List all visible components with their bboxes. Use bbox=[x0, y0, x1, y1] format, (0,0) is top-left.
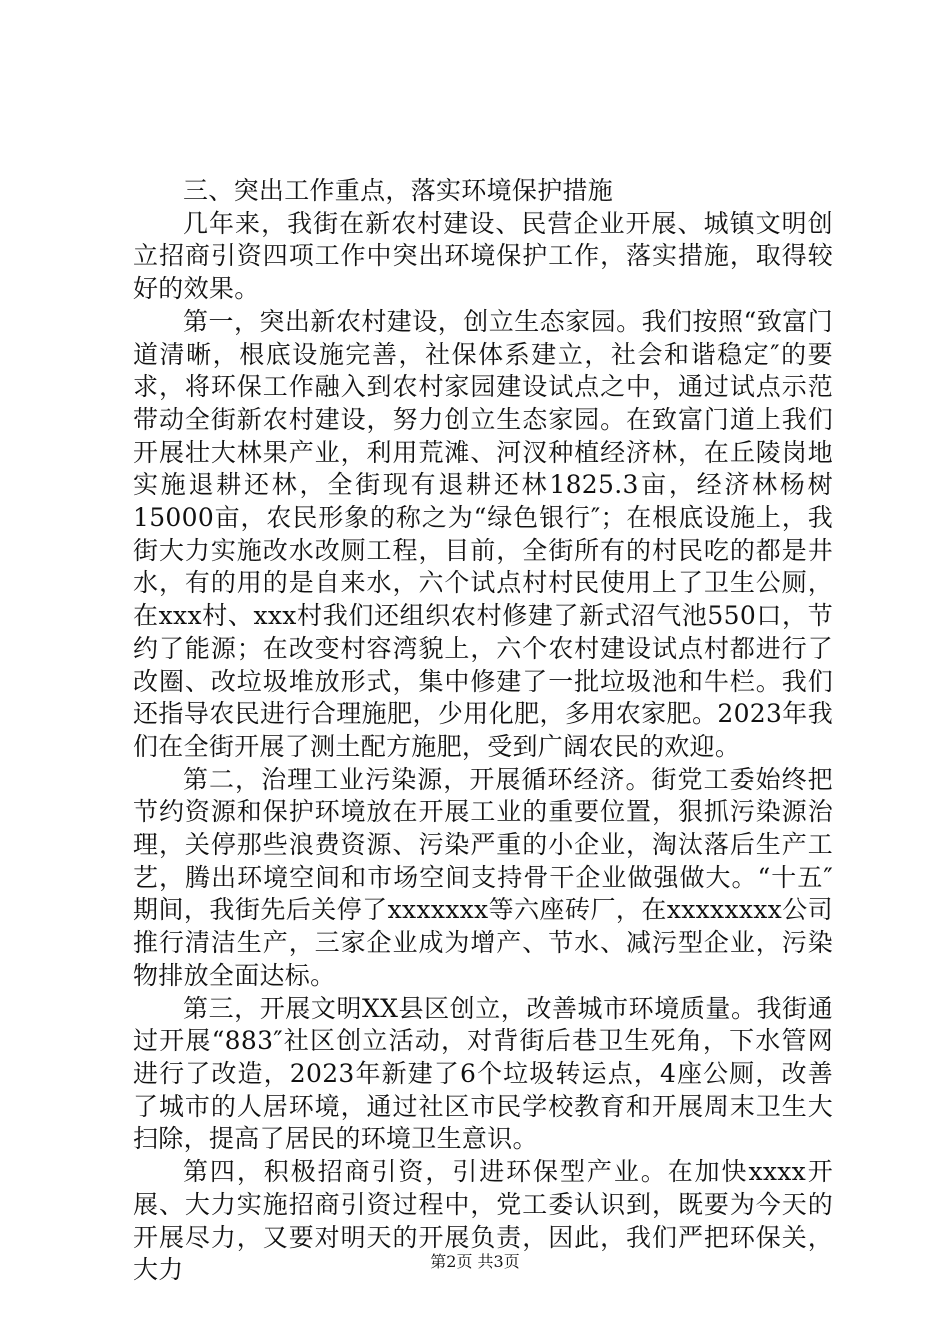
document-body bbox=[133, 175, 833, 1287]
body-paragraph: 第四，积极招商引资，引进环保型产业。在加快xxxx开展、大力实施招商引资过程中，党工委认识到，既要为今天的开展尽力，又要对明天的开展负责，因此，我们严把环保关，大力 bbox=[133, 1157, 833, 1285]
body-paragraph: 第三，开展文明XX县区创立，改善城市环境质量。我街通过开展“883″社区创立活动，对背街后巷卫生死角，下水管网进行了改造，2023年新建了6个垃圾转运点，4座公厕，改善了城市的人居环境，通过社区市民学校教育和开展周末卫生大扫除，提高了居民的环境卫生意识。 bbox=[133, 993, 833, 1154]
body-paragraph: 第二，治理工业污染源，开展循环经济。街党工委始终把节约资源和保护环境放在开展工业的重要位置，狠抓污染源治理，关停那些浪费资源、污染严重的小企业，淘汰落后生产工艺，腾出环境空间和市场空间支持骨干企业做强做大。“十五″期间，我街先后关停了xxxxxxx等六座砖厂，在xxxxxxxx公司推行清洁生产，三家企业成为增产、节水、减污型企业，污染物排放全面达标。 bbox=[133, 764, 833, 990]
body-paragraph: 第一，突出新农村建设，创立生态家园。我们按照“致富门道清晰，根底设施完善，社保体系建立，社会和谐稳定″的要求，将环保工作融入到农村家园建设试点之中，通过试点示范带动全街新农村建设，努力创立生态家园。在致富门道上我们开展壮大林果产业，利用荒滩、河汊种植经济林，在丘陵岗地实施退耕还林，全街现有退耕还林1825.3亩，经济林杨树15000亩，农民形象的称之为“绿色银行″；在根底设施上，我街大力实施改水改厕工程，目前，全街所有的村民吃的都是井水，有的用的是自来水，六个试点村村民使用上了卫生公厕，在xxx村、xxx村我们还组织农村修建了新式沼气池550口，节约了能源；在改变村容湾貌上，六个农村建设试点村都进行了改圈、改垃圾堆放形式，集中修建了一批垃圾池和牛栏。我们还指导农民进行合理施肥，少用化肥，多用农家肥。2023年我们在全街开展了测土配方施肥，受到广阔农民的欢迎。 bbox=[133, 306, 833, 761]
body-paragraph: 几年来，我街在新农村建设、民营企业开展、城镇文明创立招商引资四项工作中突出环境保护工作，落实措施，取得较好的效果。 bbox=[133, 208, 833, 304]
page-number-footer: 第2页 共3页 bbox=[430, 1252, 520, 1271]
section-heading: 三、突出工作重点，落实环境保护措施 bbox=[183, 176, 614, 205]
